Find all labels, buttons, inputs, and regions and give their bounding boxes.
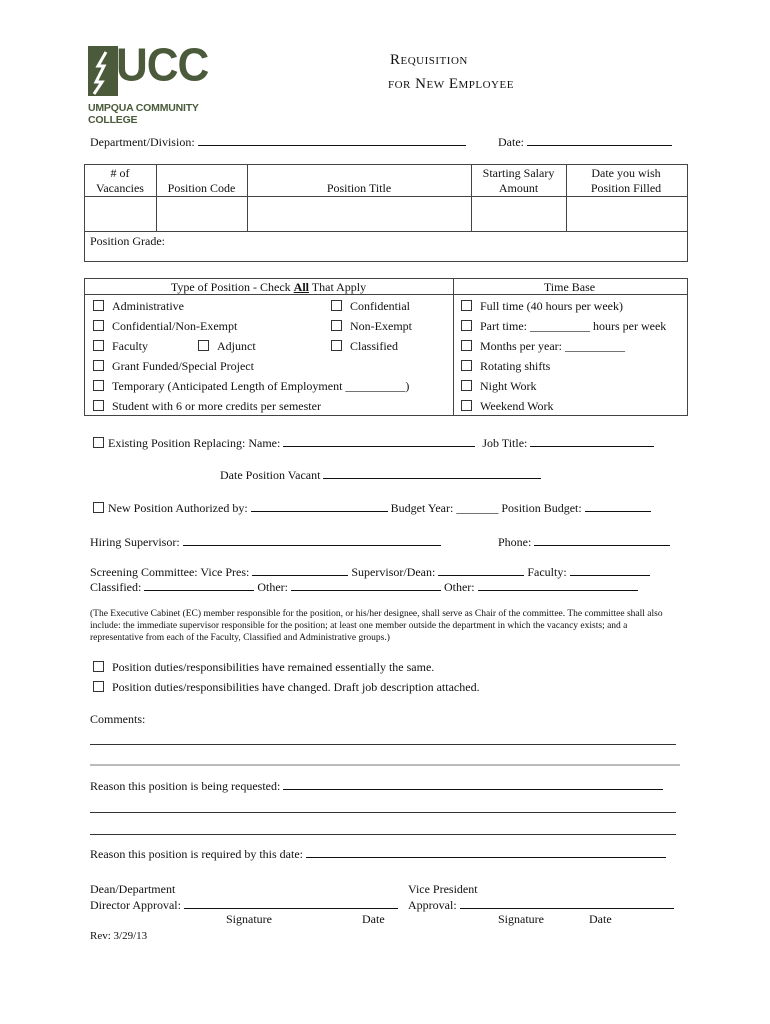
reason-requested-label: Reason this position is being requested:	[90, 779, 281, 793]
committee-note: (The Executive Cabinet (EC) member responsible for the position, or his/her designee, shall serve as Chair of the committee. The committee shall also include: the immediate supervisor responsible for the position; at least one member outside the department in which the vacancy exists; and a representative from each of the Faculty, Classified and Administrative groups.)	[90, 609, 663, 643]
type-header: Type of Position - Check All That Apply	[170, 280, 367, 294]
checkbox[interactable]	[461, 320, 472, 331]
check-non-exempt[interactable]: Non-Exempt	[331, 319, 412, 334]
existing-position-row[interactable]	[93, 435, 654, 451]
date-vacant-row[interactable]	[220, 467, 541, 483]
check-faculty[interactable]: Faculty	[93, 339, 148, 354]
date-line[interactable]	[527, 134, 672, 146]
checkbox[interactable]	[93, 360, 104, 371]
other-line-2[interactable]	[478, 579, 638, 591]
faculty-label: Faculty:	[527, 565, 567, 579]
col-date-filled: Date you wish Position Filled	[590, 166, 662, 195]
col-position-code: Position Code	[167, 181, 236, 195]
reason-requested-line[interactable]	[283, 778, 663, 790]
time-base-header: Time Base	[543, 280, 596, 294]
department-label: Department/Division:	[90, 135, 195, 149]
hiring-supervisor-line[interactable]	[183, 534, 441, 546]
ucc-logo	[88, 39, 248, 126]
position-budget-line[interactable]	[585, 500, 651, 512]
check-months[interactable]: Months per year: __________	[461, 339, 625, 354]
committee-row-1[interactable]	[90, 564, 650, 580]
other-line-1[interactable]	[291, 579, 441, 591]
check-administrative[interactable]: Administrative	[93, 299, 184, 314]
checkbox[interactable]	[93, 320, 104, 331]
dean-label-2: Director Approval:	[90, 898, 181, 912]
reason-required-label: Reason this position is required by this date:	[90, 847, 303, 861]
new-position-row[interactable]	[93, 500, 651, 516]
existing-label: Existing Position Replacing: Name:	[108, 436, 281, 450]
classified-label: Classified:	[90, 580, 142, 594]
check-night[interactable]: Night Work	[461, 379, 536, 394]
vp-label-1: Vice President	[408, 882, 478, 896]
checkbox[interactable]	[331, 320, 342, 331]
check-weekend[interactable]: Weekend Work	[461, 399, 554, 414]
new-position-label: New Position Authorized by:	[108, 501, 248, 515]
dean-signature-line[interactable]	[184, 897, 398, 909]
revision-label: Rev: 3/29/13	[90, 930, 148, 942]
checkbox[interactable]	[461, 400, 472, 411]
phone-label: Phone:	[498, 535, 532, 549]
logo-college-name: UMPQUA COMMUNITY COLLEGE	[88, 102, 199, 126]
check-grant[interactable]: Grant Funded/Special Project	[93, 359, 254, 374]
job-title-line[interactable]	[530, 435, 654, 447]
check-conf-non-exempt[interactable]: Confidential/Non-Exempt	[93, 319, 237, 334]
checkbox[interactable]	[461, 380, 472, 391]
check-confidential[interactable]: Confidential	[331, 299, 410, 314]
comments-label: Comments:	[90, 712, 146, 726]
check-classified[interactable]: Classified	[331, 339, 398, 354]
hiring-supervisor-label: Hiring Supervisor:	[90, 535, 180, 549]
department-line[interactable]	[198, 134, 466, 146]
dean-approval-row[interactable]	[90, 897, 398, 913]
logo-letters: UCC	[116, 39, 209, 92]
position-budget-label: Position Budget:	[501, 501, 582, 515]
date-label: Date:	[498, 135, 524, 149]
other-label-2: Other:	[443, 580, 475, 594]
checkbox[interactable]	[93, 400, 104, 411]
check-rotating[interactable]: Rotating shifts	[461, 359, 550, 374]
dean-label-1: Dean/Department	[90, 882, 176, 896]
date-vacant-line[interactable]	[323, 467, 541, 479]
checkbox[interactable]	[198, 340, 209, 351]
checkbox[interactable]	[461, 360, 472, 371]
phone-row[interactable]	[498, 534, 670, 550]
reason-requested-row[interactable]	[90, 778, 663, 794]
col-vacancies: # of Vacancies	[96, 166, 144, 195]
form-title-line2: for New Employee	[388, 76, 514, 92]
checkbox[interactable]	[331, 340, 342, 351]
check-temporary[interactable]: Temporary (Anticipated Length of Employment __________)	[93, 379, 409, 394]
check-full-time[interactable]: Full time (40 hours per week)	[461, 299, 623, 314]
checkbox[interactable]	[93, 661, 104, 672]
checkbox[interactable]	[461, 300, 472, 311]
reason-required-line[interactable]	[306, 846, 666, 858]
check-duties-changed[interactable]: Position duties/responsibilities have changed. Draft job description attached.	[93, 680, 480, 695]
check-student[interactable]: Student with 6 or more credits per semester	[93, 399, 321, 414]
col-salary: Starting Salary Amount	[482, 166, 555, 195]
reason-line-2[interactable]	[90, 812, 676, 813]
comments-line-2[interactable]	[90, 764, 680, 766]
check-duties-same[interactable]: Position duties/responsibilities have remained essentially the same.	[93, 660, 434, 675]
comments-line-1[interactable]	[90, 744, 676, 745]
checkbox[interactable]	[93, 300, 104, 311]
committee-label: Screening Committee: Vice Pres:	[90, 565, 250, 579]
check-part-time[interactable]: Part time: __________ hours per week	[461, 319, 666, 334]
budget-year-blank[interactable]: _______	[456, 501, 499, 515]
checkbox[interactable]	[93, 380, 104, 391]
ucc-mark-icon	[88, 46, 118, 96]
committee-row-2[interactable]	[90, 579, 638, 595]
dean-date-caption: Date	[362, 912, 385, 926]
checkbox[interactable]	[331, 300, 342, 311]
checkbox[interactable]	[93, 502, 104, 513]
checkbox[interactable]	[461, 340, 472, 351]
reason-required-row[interactable]	[90, 846, 666, 862]
budget-year-label: Budget Year:	[390, 501, 454, 515]
vp-label-2: Approval:	[408, 898, 457, 912]
faculty-line[interactable]	[570, 564, 650, 576]
job-title-label: Job Title:	[482, 436, 528, 450]
department-field[interactable]	[90, 134, 466, 150]
position-grade-label: Position Grade:	[90, 234, 165, 248]
checkbox[interactable]	[93, 340, 104, 351]
date-field[interactable]	[498, 134, 672, 150]
existing-name-line[interactable]	[283, 435, 475, 447]
vp-approval-row[interactable]	[408, 897, 674, 913]
reason-line-3[interactable]	[90, 834, 676, 835]
classified-line[interactable]	[144, 579, 254, 591]
dean-signature-caption: Signature	[226, 912, 272, 926]
other-label-1: Other:	[257, 580, 288, 594]
check-adjunct[interactable]: Adjunct	[198, 339, 256, 354]
date-vacant-label: Date Position Vacant	[220, 468, 321, 482]
col-position-title: Position Title	[326, 181, 392, 195]
form-title-line1: Requisition	[390, 52, 468, 68]
supervisor-dean-label: Supervisor/Dean:	[351, 565, 436, 579]
authorized-by-line[interactable]	[251, 500, 388, 512]
supervisor-dean-line[interactable]	[438, 564, 524, 576]
hiring-supervisor-row[interactable]	[90, 534, 441, 550]
vp-signature-caption: Signature	[498, 912, 544, 926]
checkbox[interactable]	[93, 437, 104, 448]
vp-signature-line[interactable]	[460, 897, 674, 909]
vice-pres-line[interactable]	[252, 564, 348, 576]
checkbox[interactable]	[93, 681, 104, 692]
vp-date-caption: Date	[589, 912, 612, 926]
phone-line[interactable]	[534, 534, 670, 546]
